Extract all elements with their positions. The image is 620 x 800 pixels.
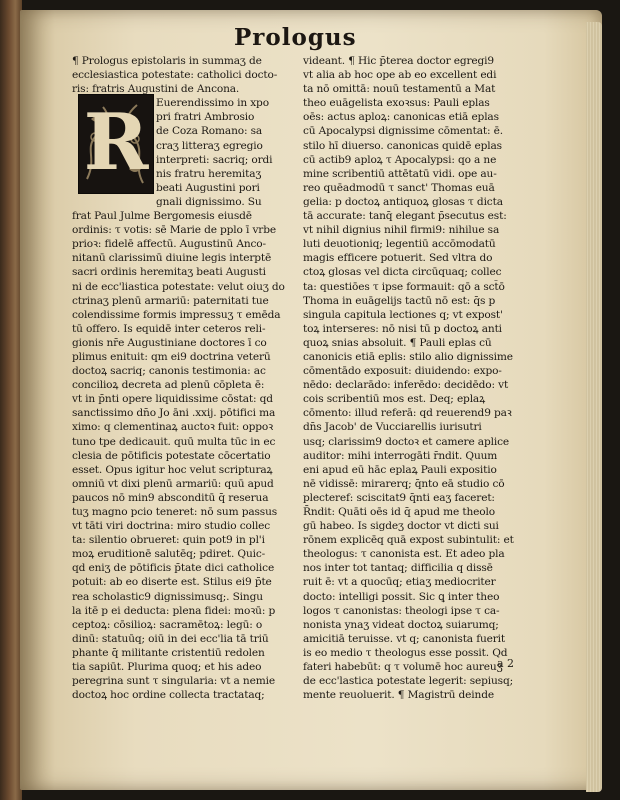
- text-line: videant. ¶ Hic p̄terea doctor egregi9: [303, 55, 494, 67]
- text-line: ordinis: τ votis: sē Marie de pplo ī vrbe: [72, 224, 276, 237]
- text-line: stilo hī diuerso. canonicas quidē eplas: [303, 139, 502, 152]
- text-line: oēs: actus aploꝝ: canonicas etiā eplas: [303, 111, 499, 124]
- text-line: usq; clarissim9 doctoꝛ et camere aplice: [303, 435, 509, 448]
- text-line: sanctissimo dn̄o Jo āni .xxij. pōtifici ma: [72, 407, 276, 420]
- text-line: omniū vt dixi plenū armariū: quū apud: [72, 477, 274, 490]
- text-line: canonicis etiā eplis: stilo alio dignissime: [303, 350, 513, 363]
- text-line: cū actib9 aploꝝ τ Apocalypsi: qo a ne: [303, 153, 497, 166]
- text-column-right: [303, 54, 521, 702]
- text-line: ctoꝝ glosas vel dicta circūquaq; collec: [303, 266, 502, 279]
- text-line: vt tāti viri doctrina: miro studio collec: [72, 520, 271, 533]
- text-line: fateri habebūt: q τ volumē hoc aureuʒ: [303, 661, 503, 674]
- text-line: concilioꝝ decreta ad plenū cōpleta ē:: [72, 379, 265, 392]
- text-line: peregrina sunt τ singularia: vt a nemie: [72, 675, 275, 688]
- text-line: sacri ordinis heremitaʒ beati Augusti: [72, 266, 266, 279]
- text-line: logos τ canonistas: theologi ipse τ ca-: [303, 604, 500, 617]
- text-line: pri fratri Ambrosio: [156, 111, 255, 124]
- text-line: nēdo: declarādo: inferēdo: decidēdo: vt: [303, 379, 509, 392]
- text-line: interpreti: sacriq; ordi: [156, 153, 273, 166]
- text-line: plecteref: sciscitat9 q̄nti eaʒ faceret:: [303, 491, 495, 504]
- text-line: doctoꝝ sacriq; canonis testimonia: ac: [72, 365, 266, 378]
- text-line: is eo medio τ theologus esse possit. Qd: [303, 646, 508, 659]
- text-line: nitanū clarissimū diuine legis interptē: [72, 252, 272, 265]
- text-line: gū habeo. Is sigdeʒ doctor vt dicti sui: [303, 520, 499, 533]
- text-line: cōmento: illud referā: qd reuerend9 paꝛ: [303, 407, 512, 420]
- text-line: vt alia ab hoc ope ab eo excellent edi: [303, 69, 497, 82]
- text-line: ta: silentio obrueret: quin pot9 in pl'i: [72, 534, 265, 547]
- text-line: ruit ē: vt a quocūq; etiaʒ mediocriter: [303, 576, 496, 589]
- text-line: ni de ecc'liastica potestate: velut oiuʒ do: [72, 280, 285, 293]
- text-line: ris: fratris Augustini de Ancona.: [72, 83, 240, 96]
- text-line: la itē p ei deducta: plena fidei: moꝛū: p: [72, 604, 276, 617]
- text-line: reo quēadmodū τ sanct' Thomas euā: [303, 181, 495, 194]
- text-line: dinū: statuūq; oiū in dei ecc'lia tā triū: [72, 632, 269, 645]
- text-line: Thoma in euāgelijs tactū nō est: q̄s p: [303, 294, 496, 307]
- text-line: prioꝛ: fidelē affectū. Augustinū Anco-: [72, 238, 266, 251]
- text-line: vt nihil dignius nihil firmi9: nihilue sa: [303, 224, 500, 237]
- text-line: toꝝ interseres: nō nisi tū p doctoꝝ anti: [303, 322, 502, 335]
- initial-letter: R: [83, 97, 149, 188]
- text-line: gionis nr̄e Augustiniane doctores ī co: [72, 336, 267, 349]
- text-line: quoꝝ snias absoluit. ¶ Pauli eplas cū: [303, 336, 492, 349]
- text-line: singula capitula lectiones q; vt expost': [303, 308, 503, 321]
- text-line: theologus: τ canonista est. Et adeo pla: [303, 548, 505, 561]
- text-line: luti deuotioniq; legentiū accōmodatū: [303, 238, 496, 251]
- text-line: tia sapiūt. Plurima quoq; et his adeo: [72, 661, 262, 674]
- text-line: ctrinaʒ plenū armariū: paternitati tue: [72, 294, 269, 307]
- text-line: frat Paul Julme Bergomesis eiusdē: [72, 210, 252, 223]
- text-line: Euerendissimo in xpo: [156, 97, 269, 110]
- text-line: craʒ litteraʒ egregio: [156, 139, 263, 152]
- text-line: rea scholastic9 dignissimusq;. Singu: [72, 590, 263, 603]
- text-line: ta: questiōes τ ipse formauit: qō a sct̄ō: [303, 280, 505, 293]
- text-line: potuit: ab eo diserte est. Stilus ei9 p̄te: [72, 576, 272, 589]
- text-line: nis fratru heremitaʒ: [156, 167, 262, 180]
- text-line: nonista ynaʒ videat doctoꝝ suiarumq;: [303, 618, 499, 631]
- text-line: vt in p̄nti opere liquidissime cōstat: qd: [72, 393, 273, 406]
- text-line: auditor: mihi interrogāti r̄ndit. Quum: [303, 449, 498, 462]
- text-line: de ecc'lastica potestate legerit: sepiusq;: [303, 675, 513, 688]
- text-line: ceptoꝝ: cōsilioꝝ: sacramētoꝝ: legū: o: [72, 618, 263, 631]
- text-line: plimus enituit: qm ei9 doctrina veterū: [72, 350, 271, 363]
- text-line: nos inter tot tantaq; difficilia q dissē: [303, 562, 493, 575]
- text-line: qd eniʒ de pōtificis p̄tate dici catholice: [72, 562, 275, 575]
- text-line: clesia de pōtificis potestate cōcertatio: [72, 449, 271, 462]
- running-head: Prologus: [234, 24, 357, 51]
- text-line: doctoꝝ hoc ordine collecta tractataq;: [72, 689, 265, 702]
- text-line: rōnem explicēq quā expost subintulit: et: [303, 534, 514, 547]
- text-line: dn̄s Jacob' de Vucciarellis iurisutri: [303, 421, 482, 434]
- text-line: beati Augustini pori: [156, 181, 260, 194]
- signature-mark: a 2: [497, 657, 515, 670]
- page-edges: [586, 22, 602, 792]
- text-line: mine scribentiū attētatū vidi. ope au-: [303, 167, 497, 180]
- text-line: magis efficere potuerit. Sed vltra do: [303, 252, 493, 265]
- text-line: R̄ndit: Quāti oēs id q̄ apud me theolo: [303, 506, 495, 518]
- text-line: nē vidissē: mirarerq; q̄nto eā studio cō: [303, 477, 505, 490]
- text-line: tā accurate: tanq̄ elegant p̄secutus est:: [303, 210, 507, 223]
- text-line: docto: intelligi possit. Sic ꝗ inter theo: [303, 590, 500, 603]
- text-line: tuno tpe dedicauit. quū multa tūc in ec: [72, 435, 276, 448]
- text-line: cū Apocalypsi dignissime cōmentat: ē.: [303, 125, 503, 138]
- text-line: gnali dignissimo. Su: [156, 195, 262, 208]
- text-column-left: [72, 54, 290, 702]
- text-line: cōmentādo exposuit: diuidendo: expo-: [303, 365, 502, 378]
- text-line: de Coza Romano: sa: [156, 125, 263, 138]
- text-line: mente reuoluerit. ¶ Magistrū deinde: [303, 689, 494, 702]
- text-line: theo euāgelista exoꝛsus: Pauli eplas: [303, 97, 490, 110]
- text-line: ecclesiastica potestate: catholici docto-: [72, 69, 278, 82]
- text-line: colendissime formis impressuʒ τ emēda: [72, 308, 281, 321]
- text-line: esset. Opus igitur hoc velut scripturaꝝ: [72, 463, 273, 476]
- text-line: ¶ Prologus epistolaris in summaʒ de: [72, 55, 262, 67]
- text-line: eni apud eū hāc eplaꝝ Pauli expositio: [303, 463, 497, 476]
- text-line: moꝝ eruditionē salutēq; pdiret. Quic-: [72, 548, 266, 561]
- text-line: cois scribentiū mos est. Deq; eplaꝝ: [303, 393, 486, 406]
- text-line: paucos nō min9 absconditū q̄ reserua: [72, 491, 269, 504]
- text-line: amicitiā teruisse. vt q; canonista fuerit: [303, 632, 506, 645]
- text-line: ta nō omittā: nouū testamentū a Mat: [303, 83, 496, 96]
- text-line: tuʒ magno pcio teneret: nō sum passus: [72, 506, 278, 518]
- book-binding: [0, 0, 22, 800]
- text-line: ximo: q clementinaꝝ auctoꝛ fuit: oppoꝛ: [72, 421, 273, 434]
- text-line: tū offero. Is equidē inter ceteros reli-: [72, 322, 266, 335]
- text-line: gelia: p doctoꝝ antiquoꝝ glosas τ dicta: [303, 195, 503, 208]
- text-line: phante q̄ militante cristentiū redolen: [72, 646, 265, 659]
